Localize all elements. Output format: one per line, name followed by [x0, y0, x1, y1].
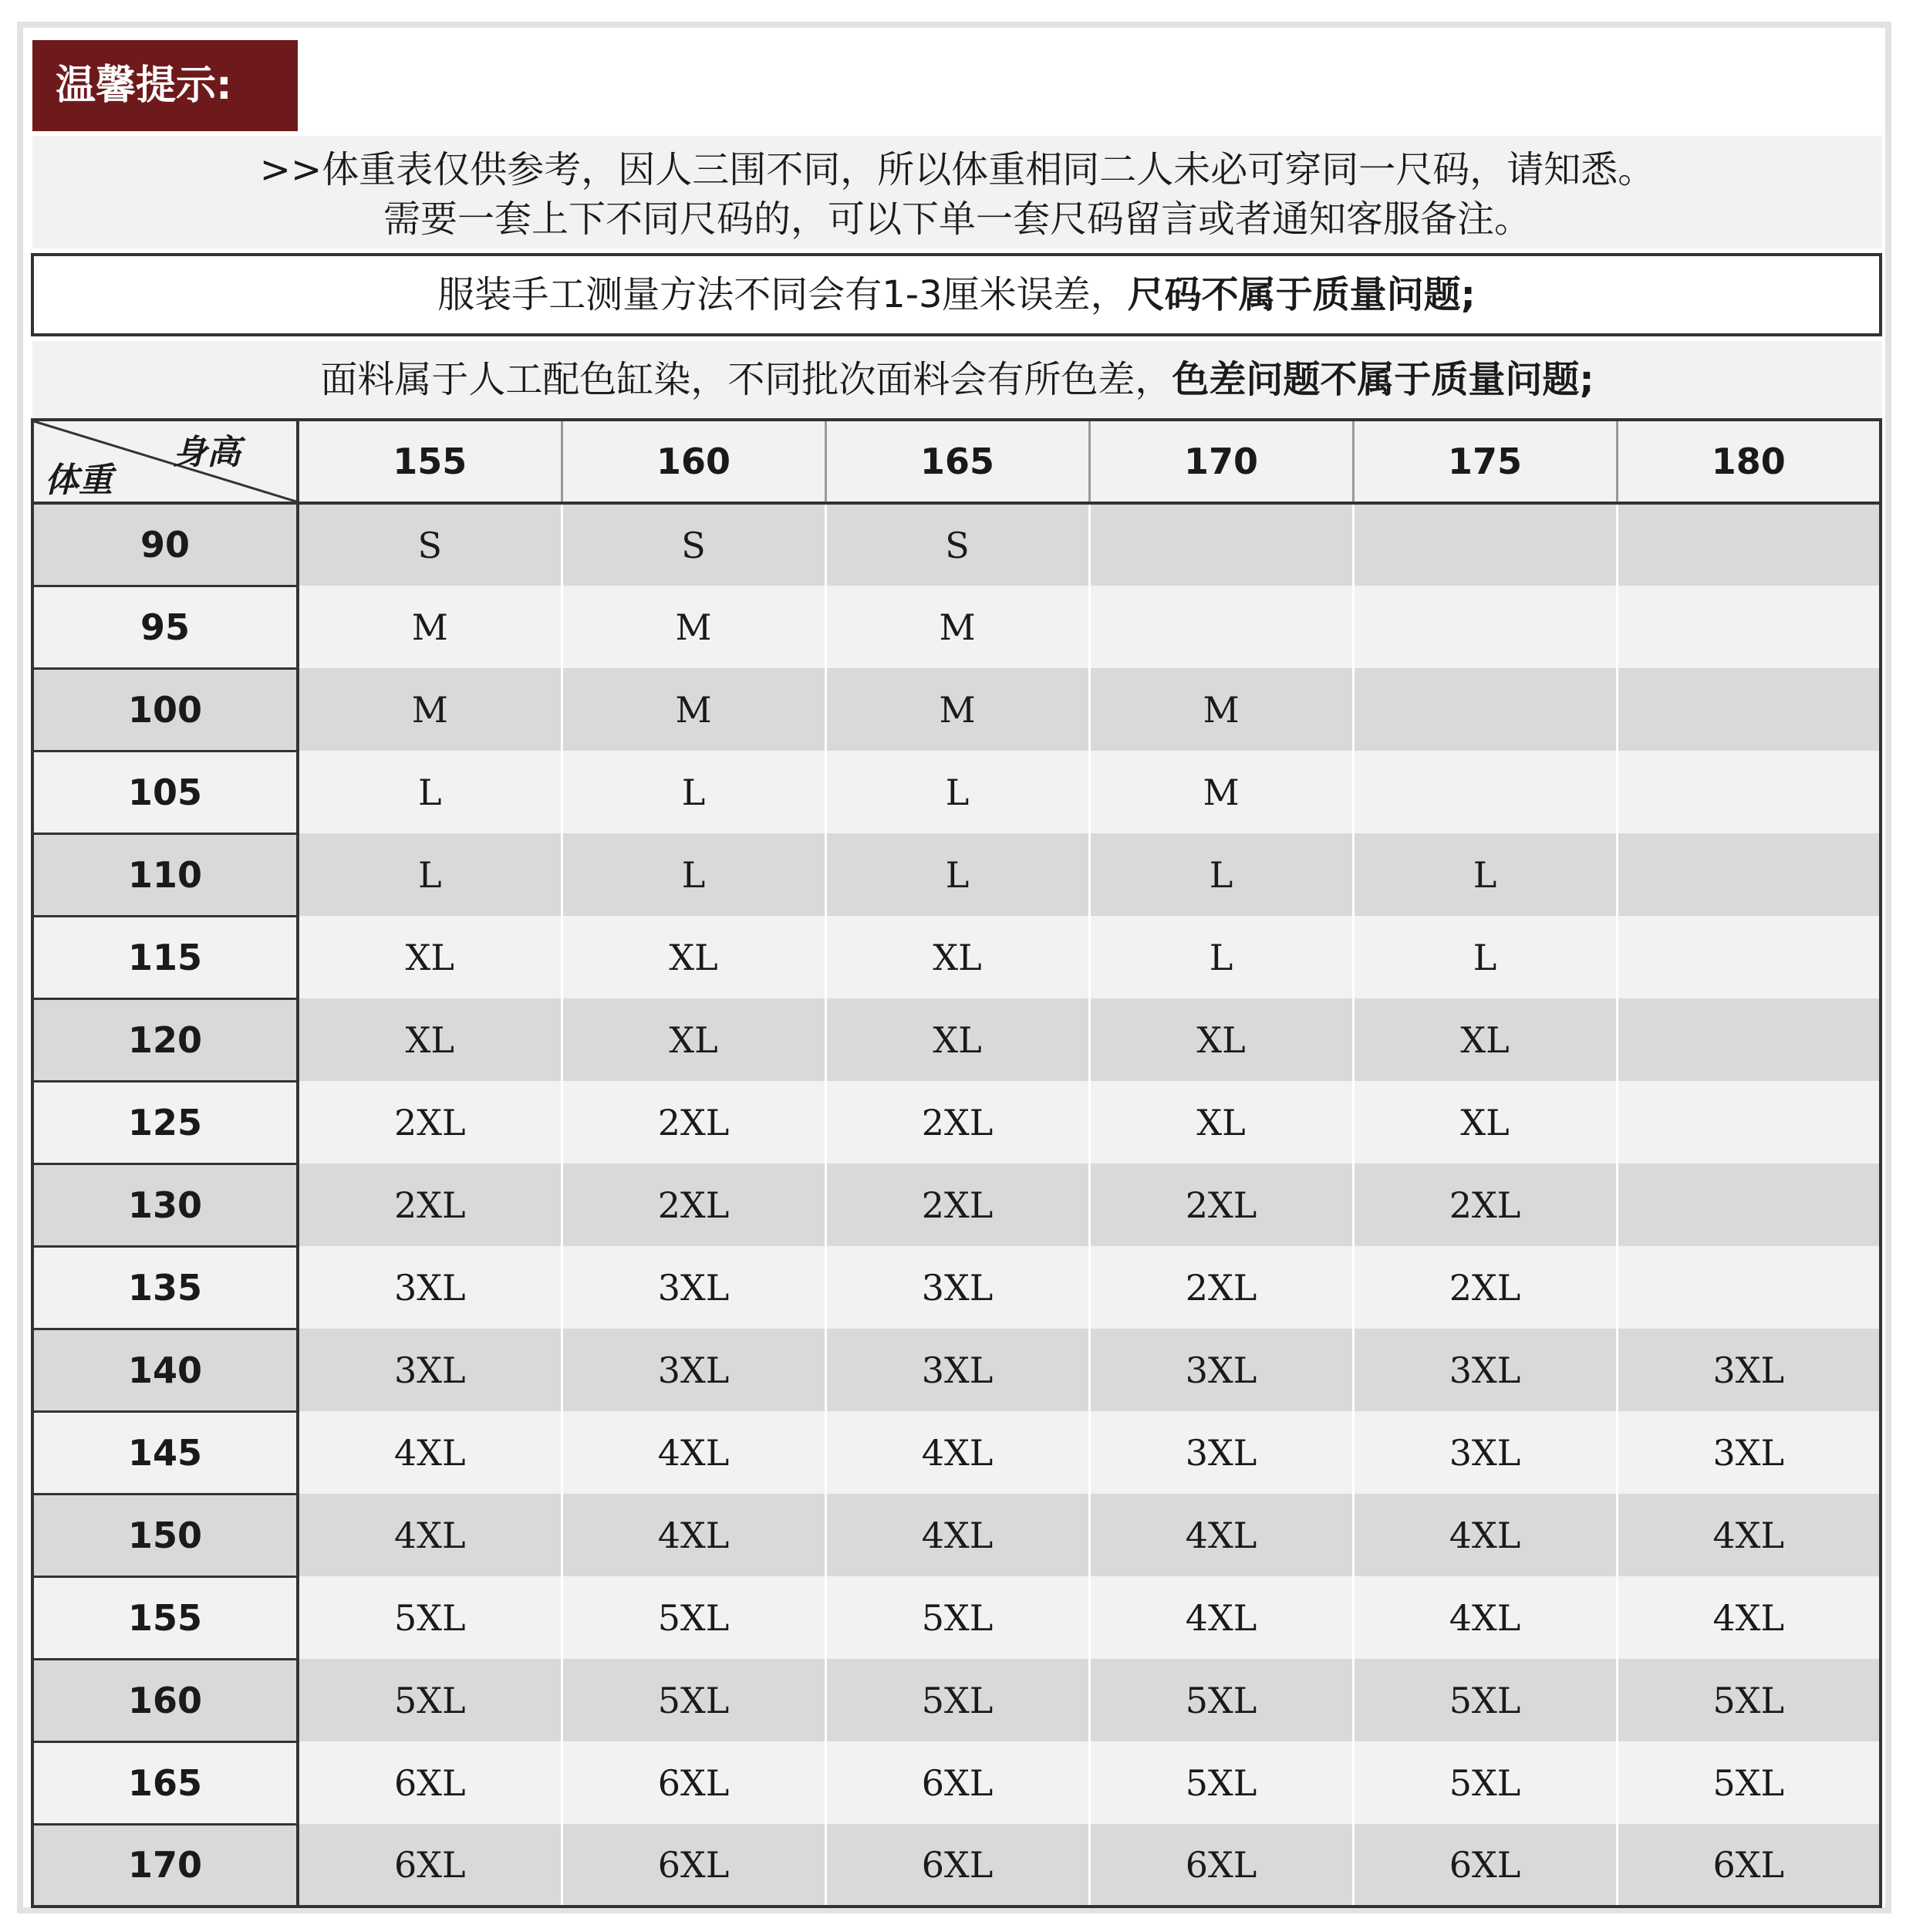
- size-cell: 5XL: [562, 1659, 825, 1741]
- size-cell: XL: [298, 998, 562, 1081]
- table-row: [32, 1411, 1881, 1494]
- size-cell: 4XL: [825, 1411, 1089, 1494]
- size-cell: 3XL: [825, 1246, 1089, 1329]
- height-header-165: 165: [825, 420, 1089, 503]
- size-cell: 6XL: [825, 1741, 1089, 1824]
- size-cell: 5XL: [298, 1576, 562, 1659]
- size-cell: 5XL: [1089, 1741, 1353, 1824]
- size-cell: 3XL: [562, 1329, 825, 1411]
- table-row: [32, 668, 1881, 751]
- weight-cell: 125: [32, 1081, 298, 1164]
- size-cell: [1617, 1164, 1881, 1246]
- size-cell: 6XL: [298, 1741, 562, 1824]
- size-cell: 3XL: [1089, 1411, 1353, 1494]
- size-cell: 4XL: [562, 1411, 825, 1494]
- size-cell: L: [1089, 833, 1353, 916]
- weight-cell: 100: [32, 668, 298, 751]
- table-row: [32, 1576, 1881, 1659]
- size-cell: M: [298, 668, 562, 751]
- size-cell: [1617, 751, 1881, 833]
- weight-cell: 95: [32, 586, 298, 668]
- size-cell: 4XL: [1617, 1494, 1881, 1576]
- table-row: [32, 586, 1881, 668]
- size-cell: 2XL: [825, 1164, 1089, 1246]
- size-cell: 5XL: [1353, 1741, 1617, 1824]
- size-cell: [1617, 833, 1881, 916]
- table-row: [32, 833, 1881, 916]
- size-cell: 5XL: [1617, 1659, 1881, 1741]
- table-row: [32, 751, 1881, 833]
- height-header-175: 175: [1353, 420, 1617, 503]
- size-cell: [1617, 503, 1881, 586]
- size-cell: 5XL: [825, 1659, 1089, 1741]
- size-cell: L: [825, 833, 1089, 916]
- size-cell: 4XL: [298, 1494, 562, 1576]
- size-cell: [1089, 503, 1353, 586]
- size-cell: [1353, 668, 1617, 751]
- tip-badge: 温馨提示:: [32, 40, 298, 131]
- size-cell: 5XL: [825, 1576, 1089, 1659]
- size-cell: L: [562, 833, 825, 916]
- size-cell: 5XL: [1617, 1741, 1881, 1824]
- size-cell: L: [1089, 916, 1353, 998]
- weight-cell: 105: [32, 751, 298, 833]
- size-cell: 4XL: [1353, 1494, 1617, 1576]
- size-cell: [1617, 668, 1881, 751]
- size-cell: [1353, 503, 1617, 586]
- size-cell: XL: [1353, 1081, 1617, 1164]
- weight-cell: 165: [32, 1741, 298, 1824]
- measurement-note: [31, 253, 1882, 336]
- size-cell: 2XL: [298, 1164, 562, 1246]
- size-cell: 4XL: [298, 1411, 562, 1494]
- size-cell: XL: [825, 998, 1089, 1081]
- size-cell: 6XL: [1089, 1824, 1353, 1907]
- size-cell: 4XL: [825, 1494, 1089, 1576]
- table-row: [32, 1246, 1881, 1329]
- height-header-160: 160: [562, 420, 825, 503]
- table-row: [32, 1164, 1881, 1246]
- size-cell: 3XL: [298, 1329, 562, 1411]
- size-cell: 3XL: [1353, 1329, 1617, 1411]
- size-cell: 2XL: [562, 1164, 825, 1246]
- table-row: [32, 1081, 1881, 1164]
- size-cell: L: [298, 833, 562, 916]
- size-cell: M: [825, 586, 1089, 668]
- size-cell: 6XL: [562, 1741, 825, 1824]
- size-cell: 4XL: [1089, 1576, 1353, 1659]
- size-cell: 3XL: [1089, 1329, 1353, 1411]
- size-chart-body: [32, 503, 1881, 1907]
- size-cell: [1617, 1246, 1881, 1329]
- weight-cell: 155: [32, 1576, 298, 1659]
- size-cell: S: [825, 503, 1089, 586]
- size-cell: 6XL: [1617, 1824, 1881, 1907]
- color-difference-note: [32, 341, 1882, 418]
- size-cell: XL: [1353, 998, 1617, 1081]
- size-cell: L: [1353, 833, 1617, 916]
- size-cell: [1353, 586, 1617, 668]
- size-cell: 3XL: [825, 1329, 1089, 1411]
- weight-cell: 120: [32, 998, 298, 1081]
- size-cell: 4XL: [562, 1494, 825, 1576]
- size-cell: [1617, 586, 1881, 668]
- size-cell: 2XL: [562, 1081, 825, 1164]
- size-cell: 3XL: [1617, 1411, 1881, 1494]
- size-cell: 3XL: [562, 1246, 825, 1329]
- height-axis-label: 身高: [173, 433, 241, 472]
- size-cell: M: [1089, 751, 1353, 833]
- size-cell: M: [825, 668, 1089, 751]
- size-cell: 4XL: [1089, 1494, 1353, 1576]
- weight-cell: 160: [32, 1659, 298, 1741]
- size-cell: M: [298, 586, 562, 668]
- size-cell: L: [1353, 916, 1617, 998]
- notice-line-1: >>体重表仅供参考，因人三围不同，所以体重相同二人未必可穿同一尺码，请知悉。: [259, 148, 1655, 191]
- size-cell: 6XL: [562, 1824, 825, 1907]
- measurement-note-bold: 尺码不属于质量问题;: [1127, 273, 1476, 316]
- color-note-bold: 色差问题不属于质量问题;: [1172, 358, 1594, 401]
- table-row: [32, 1329, 1881, 1411]
- size-cell: M: [562, 668, 825, 751]
- table-row: [32, 916, 1881, 998]
- size-cell: [1617, 1081, 1881, 1164]
- size-cell: 2XL: [1353, 1164, 1617, 1246]
- size-cell: XL: [1089, 998, 1353, 1081]
- size-cell: XL: [562, 916, 825, 998]
- weight-cell: 150: [32, 1494, 298, 1576]
- size-cell: 6XL: [1353, 1824, 1617, 1907]
- weight-cell: 140: [32, 1329, 298, 1411]
- height-header-155: 155: [298, 420, 562, 503]
- size-cell: [1089, 586, 1353, 668]
- size-cell: 6XL: [298, 1824, 562, 1907]
- size-cell: 5XL: [1089, 1659, 1353, 1741]
- size-cell: XL: [825, 916, 1089, 998]
- size-cell: 5XL: [562, 1576, 825, 1659]
- size-cell: 5XL: [298, 1659, 562, 1741]
- table-row: [32, 1741, 1881, 1824]
- corner-cell: [32, 420, 298, 503]
- weight-cell: 135: [32, 1246, 298, 1329]
- size-cell: 2XL: [1089, 1164, 1353, 1246]
- weight-cell: 130: [32, 1164, 298, 1246]
- size-cell: 2XL: [825, 1081, 1089, 1164]
- size-cell: 3XL: [298, 1246, 562, 1329]
- weight-axis-label: 体重: [45, 461, 113, 500]
- table-row: [32, 503, 1881, 586]
- size-cell: 2XL: [1353, 1246, 1617, 1329]
- size-cell: [1353, 751, 1617, 833]
- size-cell: 2XL: [298, 1081, 562, 1164]
- size-cell: 4XL: [1617, 1576, 1881, 1659]
- weight-cell: 170: [32, 1824, 298, 1907]
- height-header-180: 180: [1617, 420, 1881, 503]
- size-cell: M: [562, 586, 825, 668]
- notice-line-2: 需要一套上下不同尺码的，可以下单一套尺码留言或者通知客服备注。: [383, 198, 1531, 241]
- size-cell: L: [562, 751, 825, 833]
- measurement-note-text: 服装手工测量方法不同会有1-3厘米误差，: [437, 273, 1128, 316]
- color-note-text: 面料属于人工配色缸染，不同批次面料会有所色差，: [320, 358, 1172, 401]
- weight-cell: 115: [32, 916, 298, 998]
- size-cell: 2XL: [1089, 1246, 1353, 1329]
- size-cell: 5XL: [1353, 1659, 1617, 1741]
- notice-box: [32, 136, 1882, 248]
- header-row: [32, 420, 1881, 503]
- size-cell: XL: [1089, 1081, 1353, 1164]
- table-row: [32, 1824, 1881, 1907]
- size-cell: S: [298, 503, 562, 586]
- size-cell: [1617, 916, 1881, 998]
- size-cell: M: [1089, 668, 1353, 751]
- weight-cell: 90: [32, 503, 298, 586]
- size-cell: 6XL: [825, 1824, 1089, 1907]
- table-row: [32, 1659, 1881, 1741]
- weight-cell: 110: [32, 833, 298, 916]
- size-cell: 3XL: [1353, 1411, 1617, 1494]
- size-cell: XL: [562, 998, 825, 1081]
- size-cell: S: [562, 503, 825, 586]
- weight-cell: 145: [32, 1411, 298, 1494]
- size-cell: 4XL: [1353, 1576, 1617, 1659]
- height-header-170: 170: [1089, 420, 1353, 503]
- size-chart-table: [31, 418, 1882, 1908]
- table-row: [32, 1494, 1881, 1576]
- size-cell: 3XL: [1617, 1329, 1881, 1411]
- size-cell: [1617, 998, 1881, 1081]
- size-cell: L: [825, 751, 1089, 833]
- size-cell: L: [298, 751, 562, 833]
- size-cell: XL: [298, 916, 562, 998]
- table-row: [32, 998, 1881, 1081]
